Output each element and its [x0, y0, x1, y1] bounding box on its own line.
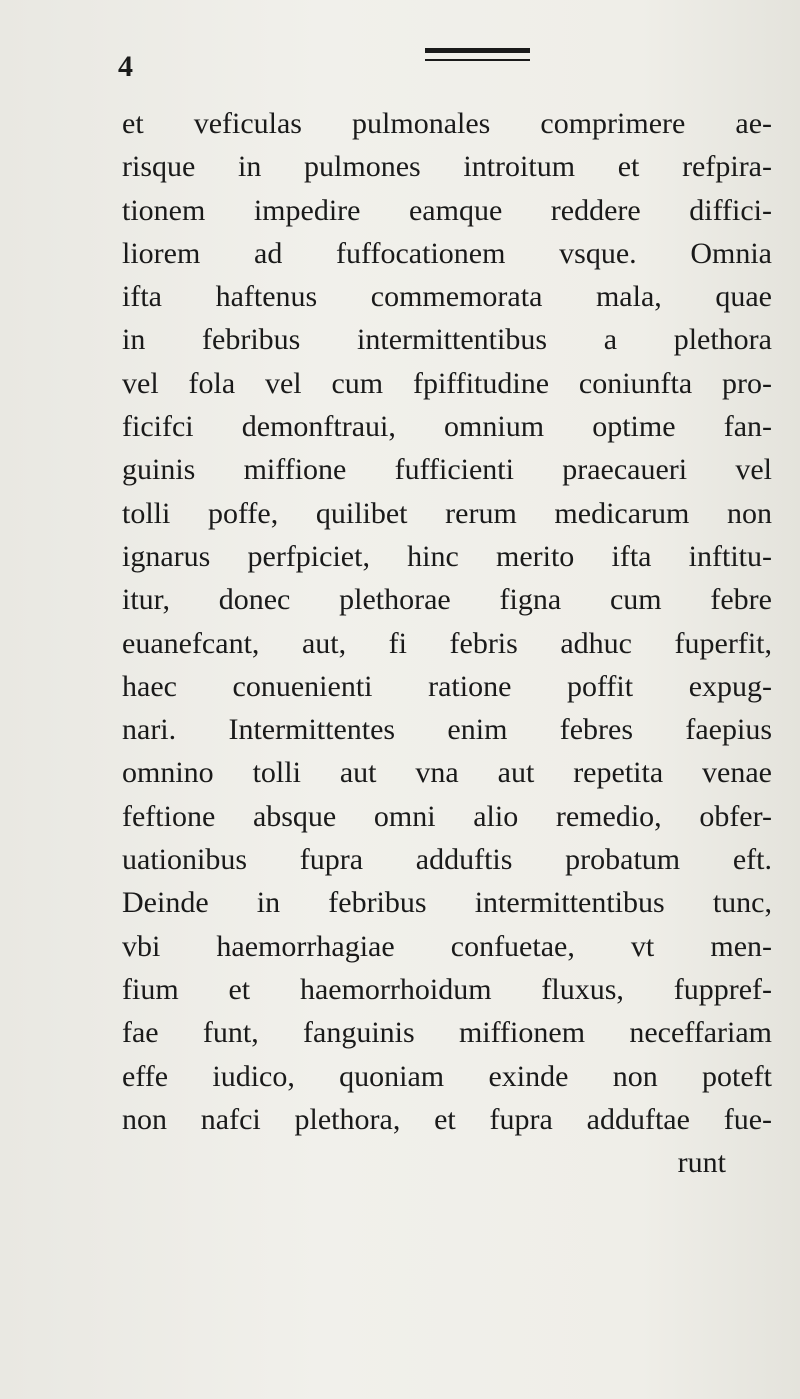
text-line: haec conuenienti ratione poffit expug- [122, 669, 772, 703]
text-line: liorem ad fuffocationem vsque. Omnia [122, 236, 772, 270]
text-line: guinis miffione fufficienti praecaueri vel [122, 453, 772, 487]
text-line: vbi haemorrhagiae confuetae, vt men- [122, 929, 772, 963]
catchword: runt [677, 1146, 726, 1180]
text-line: nari. Intermittentes enim febres faepius [122, 713, 772, 747]
text-line: ficifci demonftraui, omnium optime fan- [122, 410, 772, 444]
text-line: non nafci plethora, et fupra adduftae fue- [122, 1102, 772, 1136]
text-line: fae funt, fanguinis miffionem neceffariam [122, 1016, 772, 1050]
text-line: risque in pulmones introitum et refpira- [122, 150, 772, 184]
text-line: vel fola vel cum fpiffitudine coniunfta pro- [122, 366, 772, 400]
text-line: effe iudico, quoniam exinde non poteft [122, 1059, 772, 1093]
text-line: omnino tolli aut vna aut repetita venae [122, 756, 772, 790]
text-line: ignarus perfpiciet, hinc merito ifta inftitu- [122, 539, 772, 573]
text-line: euanefcant, aut, fi febris adhuc fuperfit, [122, 626, 772, 660]
page-number: 4 [118, 50, 133, 83]
header-rule [425, 48, 530, 53]
body-text [122, 102, 772, 1184]
text-line: feftione absque omni alio remedio, obfer- [122, 799, 772, 833]
text-line: Deinde in febribus intermittentibus tunc, [122, 886, 772, 920]
text-line: tolli poffe, quilibet rerum medicarum non [122, 496, 772, 530]
text-line: fium et haemorrhoidum fluxus, fuppref- [122, 972, 772, 1006]
text-line: itur, donec plethorae figna cum febre [122, 583, 772, 617]
text-line: et veficulas pulmonales comprimere ae- [122, 107, 772, 140]
text-line: ifta haftenus commemorata mala, quae [122, 280, 772, 314]
header-rule-thin [425, 59, 530, 61]
text-line: uationibus fupra adduftis probatum eft. [122, 843, 772, 877]
text-line: tionem impedire eamque reddere diffici- [122, 193, 772, 227]
text-line: in febribus intermittentibus a plethora [122, 323, 772, 357]
